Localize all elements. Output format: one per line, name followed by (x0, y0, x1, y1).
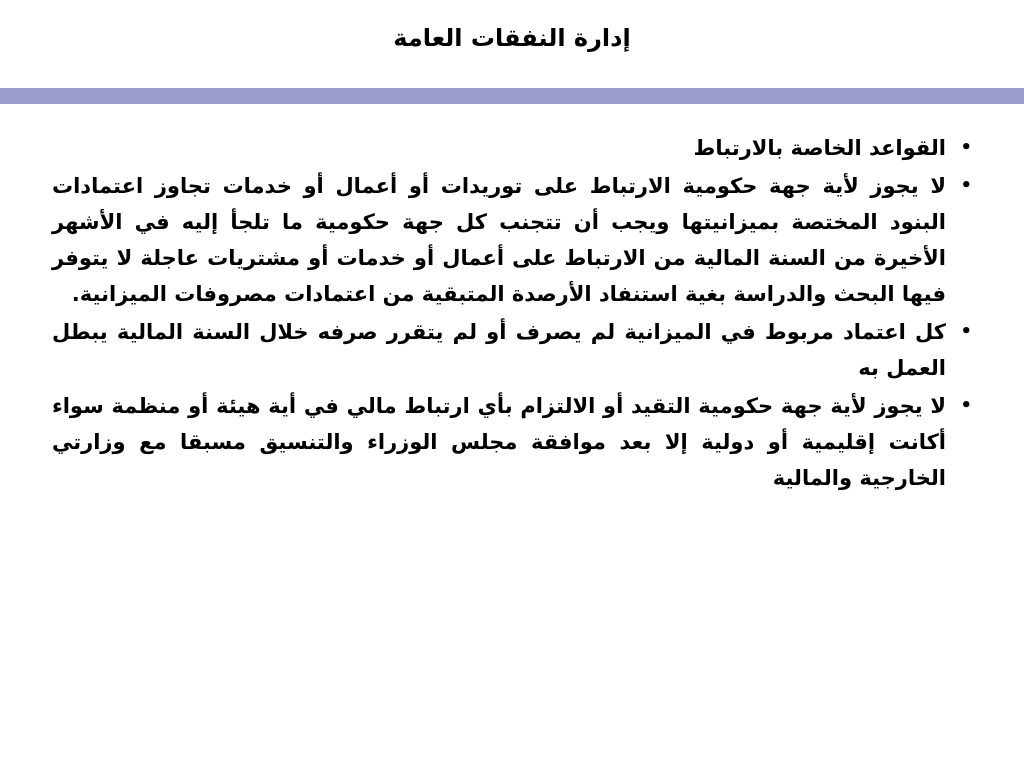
bullet-item: • كل اعتماد مربوط في الميزانية لم يصرف أو لم يتقرر صرفه خلال السنة المالية يبطل العمل به (52, 314, 964, 386)
title-divider-bar (0, 88, 1024, 104)
slide-title: إدارة النفقات العامة (393, 24, 631, 52)
bullet-item: • لا يجوز لأية جهة حكومية الارتباط على توريدات أو أعمال أو خدمات تجاوز اعتمادات البنود المختصة بميزانيتها ويجب أن تتجنب كل جهة حكومية ما تلجأ إليه في الأشهر الأخيرة من السنة المالية من الارتباط على أعمال أو خدمات أو مشتريات عاجلة لا يتوفر فيها البحث والدراسة بغية استنفاد الأرصدة المتبقية من اعتمادات مصروفات الميزانية. (52, 168, 964, 312)
bullet-list (52, 130, 964, 498)
bullet-item: • لا يجوز لأية جهة حكومية التقيد أو الالتزام بأي ارتباط مالي في أية هيئة أو منظمة سواء أكانت إقليمية أو دولية إلا بعد موافقة مجلس الوزراء والتنسيق مسبقا مع وزارتي الخارجية والمالية (52, 388, 964, 496)
bullet-item: • القواعد الخاصة بالارتباط (52, 130, 964, 166)
